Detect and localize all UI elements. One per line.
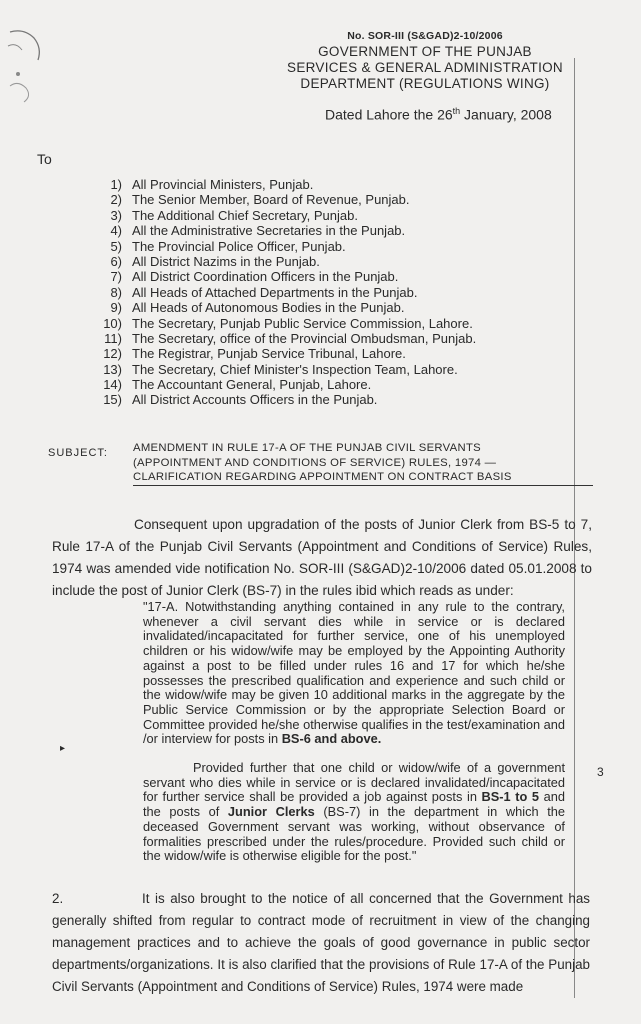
paragraph-2: 2. It is also brought to the notice of all concerned that the Government has generally shifted from regular to contract mode of recruitment in view of the changing management practices and to achieve the goals of good governance in public sector departments/organizations. It is also clarified that the provisions of Rule 17-A of the Punjab Civil Servants (Appointment and Conditions of Service) Rules, 1974 were made [52,888,590,998]
recipient-item [88,192,476,207]
recipient-number: 13) [103,361,122,377]
subject-label: SUBJECT: [48,447,108,459]
recipient-text: All Provincial Ministers, Punjab. [132,177,314,192]
recipient-text: All District Accounts Officers in the Punjab. [132,392,378,408]
quote-paragraph-2: Provided further that one child or widow/wife of a government servant who dies while in service or is declared invalidated/incapacitated for further service shall be provided a job against posts in BS-1 to 5 and the posts of Junior Clerks (BS-7) in the department in which the deceased Government servant was working, without observance of formalities prescribed under the rules/procedure. Provided such child or the widow/wife is otherwise eligible for the post." [143,760,566,864]
recipient-number: 4) [110,223,122,239]
recipient-item [88,392,476,407]
recipient-item [88,331,476,346]
recipient-item [88,223,476,238]
recipient-text: The Additional Chief Secretary, Punjab. [132,207,358,223]
recipient-item [88,362,476,377]
recipient-text: The Secretary, Chief Minister's Inspection Team, Lahore. [132,361,458,377]
margin-mark: 3 [597,765,604,779]
recipient-item [88,316,476,331]
recipient-number: 3) [110,207,122,223]
recipient-text: The Provincial Police Officer, Punjab. [132,238,346,254]
stamp-mark-icon [4,26,48,106]
recipient-number: 2) [110,192,122,208]
header-department: SERVICES & GENERAL ADMINISTRATION [287,60,563,75]
recipient-text: The Registrar, Punjab Service Tribunal, Lahore. [132,346,406,362]
margin-dot-icon: ▸ [60,743,66,754]
recipient-number: 9) [110,300,122,316]
recipient-number: 5) [110,238,122,254]
recipient-number: 6) [110,253,122,269]
recipient-item [88,285,476,300]
date-line: Dated Lahore the 26th January, 2008 [325,106,552,123]
recipient-number: 1) [110,177,122,192]
recipient-text: All Heads of Autonomous Bodies in the Punjab. [132,300,405,316]
letter-header [260,28,590,92]
recipient-number: 15) [103,392,122,408]
paragraph-number: 2. [52,891,64,906]
recipient-text: The Secretary, office of the Provincial Ombudsman, Punjab. [132,330,477,346]
recipient-number: 11) [104,330,122,346]
recipient-text: All District Nazims in the Punjab. [132,253,320,269]
recipient-item [88,208,476,223]
subject-underline [133,485,593,486]
recipient-number: 10) [103,315,122,331]
subject-text: AMENDMENT IN RULE 17-A OF THE PUNJAB CIVIL SERVANTS (APPOINTMENT AND CONDITIONS OF SERVICE) RULES, 1974 — CLARIFICATION REGARDING APPOINTMENT ON CONTRACT BASIS [133,442,512,483]
recipient-list [88,177,476,408]
recipient-text: All Heads of Attached Departments in the Punjab. [132,284,418,300]
recipient-item [88,377,476,392]
recipient-number: 14) [103,377,122,393]
recipient-item [88,254,476,269]
paragraph-1: Consequent upon upgradation of the posts of Junior Clerk from BS-5 to 7, Rule 17-A of the Punjab Civil Servants (Appointment and Conditions of Service) Rules, 1974 was amended vide notification No. SOR-III (S&GAD)2-10/2006 dated 05.01.2008 to include the post of Junior Clerk (BS-7) in the rules ibid which reads as under: [52,517,592,598]
recipient-text: All District Coordination Officers in the Punjab. [132,269,399,285]
recipient-number: 12) [103,346,122,362]
recipient-item [88,239,476,254]
recipient-number: 8) [110,284,122,300]
recipient-item [88,346,476,361]
header-wing: DEPARTMENT (REGULATIONS WING) [300,76,550,91]
recipient-text: The Secretary, Punjab Public Service Commission, Lahore. [132,315,473,331]
recipient-text: All the Administrative Secretaries in the Punjab. [132,223,406,239]
recipient-number: 7) [110,269,122,285]
recipient-text: The Accountant General, Punjab, Lahore. [132,377,372,393]
recipient-item [88,300,476,315]
quote-paragraph-1: "17-A. Notwithstanding anything contained in any rule to the contrary, whenever a civil servant dies while in service or is declared invalidated/incapacitated for further service, one of his unemployed children or his widow/wife may be employed by the Appointing Authority against a post to be filled under rules 16 and 17 for which he/she possesses the prescribed qualification and experience and such child or the widow/wife may be given 10 additional marks in the aggregate by the Public Service Commission or by the appropriate Selection Board or Committee provided he/she otherwise qualifies in the test/examination and /or interview for posts in BS-6 and above. [143,599,565,747]
recipient-text: The Senior Member, Board of Revenue, Punjab. [132,192,410,208]
quoted-rule [143,600,565,878]
reference-number: No. SOR-III (S&GAD)2-10/2006 [347,30,503,42]
recipient-item [88,177,476,192]
recipient-item [88,269,476,284]
header-government: GOVERNMENT OF THE PUNJAB [318,44,532,59]
to-label: To [37,151,52,167]
